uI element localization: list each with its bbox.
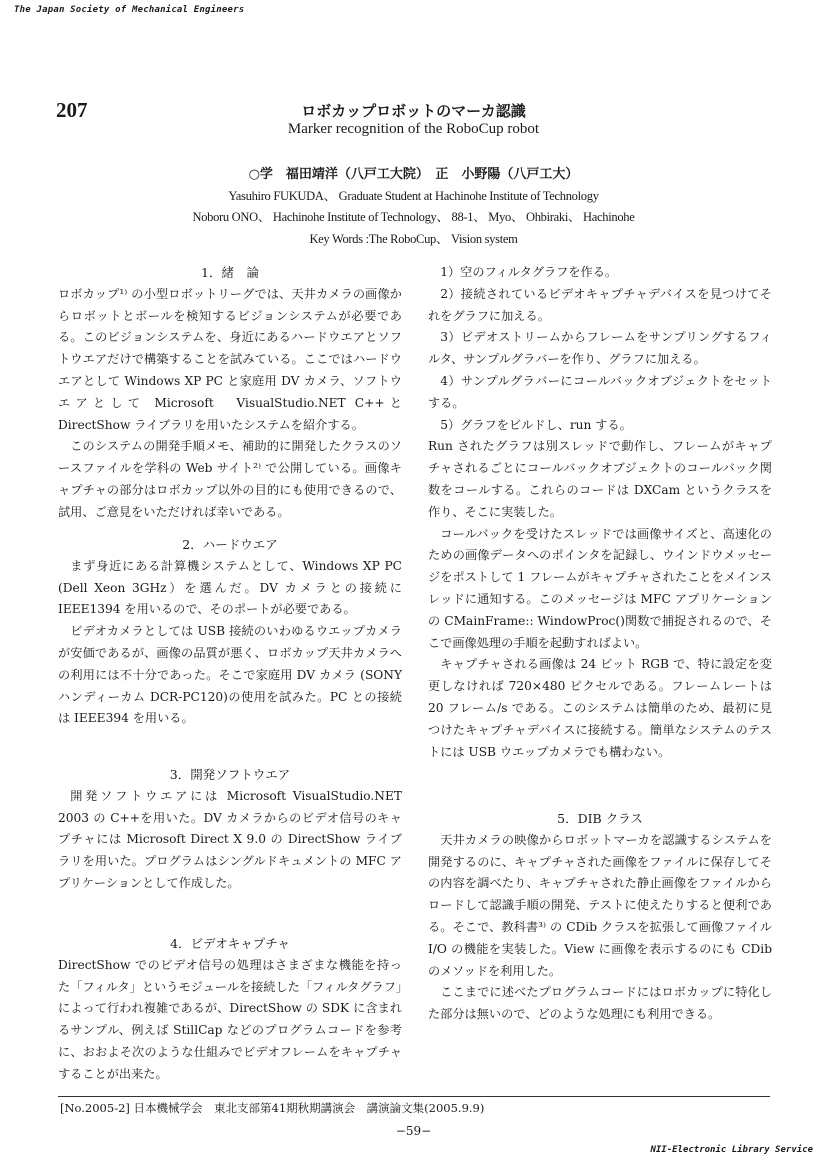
dib-paragraph-2: ここまでに述べたプログラムコードにはロボカップに特化した部分は無いので、どのような処理にも利用できる。: [428, 985, 772, 1022]
hardware-paragraph-2: ビデオカメラとしては USB 接続のいわゆるウエップカメラが安価であるが、画像の品質が悪く、ロボカップ天井カメラへの利用には不十分であった。そこで家庭用 DV カメラ (SONY ハンディーカム DCR-PC120)の使用を試みた。PC との接続は IEEE394 を用いる。: [58, 624, 402, 726]
left-column-part-3: [58, 764, 402, 895]
capture-step-1: 1）空のフィルタグラフを作る。: [440, 265, 618, 279]
paper-title-english: Marker recognition of the RoboCup robot: [287, 121, 540, 137]
capture-step-3: 3）ビデオストリームからフレームをサンプリングするフィルタ、サンプルグラバーを作り、グラフに加える。: [428, 330, 772, 367]
section-heading-dib-class: 5．DIB クラス: [557, 811, 643, 826]
callback-paragraph: コールバックを受けたスレッドでは画像サイズと、高速化のための画像データへのポインタを記録し、ウインドウメッセージをポストして 1 フレームがキャプチャされたことをメインスレッドに通知する。このメッセージは MFC アプリケーションの CMainFrame:: WindowProc()関数で捕捉されるので、そこで画像処理の手順を起動すればよい。: [428, 526, 772, 650]
run-graph-paragraph: Run されたグラフは別スレッドで動作し、フレームがキャプチャされるごとにコールバックオブジェクトのコールバック関数をコールする。これらのコードは DXCam というクラスを作り、そこに実装した。: [428, 439, 772, 519]
intro-paragraph-1: ロボカップ¹⁾ の小型ロボットリーグでは、天井カメラの画像からロボットとボールを検知するビジョンシステムが必要である。このビジョンシステムを、身近にあるハードウエアとソフトウエアだけで構築することを試みている。ここではハードウエアとして Windows XP PC と家庭用 DV カメラ、ソフトウエアとして Microsoft VisualStudio.NET C++と DirectShow ライブラリを用いたシステムを紹介する。: [58, 286, 402, 432]
software-paragraph-1: 開発ソフトウエアには Microsoft VisualStudio.NET 2003 の C++を用いた。DV カメラからのビデオ信号のキャプチャには Microsoft Direct X 9.0 の DirectShow ライブラリを用いた。プログラムはシングルドキュメントの MFC アプリケーションとして作成した。: [58, 788, 402, 890]
capture-step-2: 2）接続されているビデオキャプチャデバイスを見つけてそれをグラフに加える。: [428, 286, 772, 323]
paper-number: 207: [56, 98, 88, 122]
capture-steps-list: [428, 262, 772, 436]
hardware-paragraph-1: まず身近にある計算機システムとして、Windows XP PC (Dell Xeon 3GHz）を選んだ。DV カメラとの接続に IEEE1394 を用いるので、そのポートが必要である。: [58, 558, 402, 617]
paper-title-japanese: ロボカップロボットのマーカ認識: [301, 102, 526, 120]
library-banner-top: The Japan Society of Mechanical Engineers: [14, 5, 245, 15]
video-capture-paragraph-1: DirectShow でのビデオ信号の処理はさまざまな機能を持った「フィルタ」というモジュールを接続した「フィルタグラフ」によって行われ複雑であるが、DirectShow の SDK に含まれるサンプル、例えば StillCap などのプログラムコードを参考に、おおよそ次のような仕組みでビデオフレームをキャプチャすることが出来た。: [58, 957, 402, 1081]
section-heading-software: 3．開発ソフトウエア: [169, 767, 291, 782]
left-column-part-4: [58, 933, 402, 1086]
section-heading-video-capture: 4．ビデオキャプチャ: [170, 936, 290, 951]
left-column-part-2: [58, 534, 402, 730]
section-heading-introduction: 1．緒 論: [201, 265, 259, 280]
capture-step-5: 5）グラフをビルドし、run する。: [440, 417, 632, 432]
capture-step-4: 4）サンプルグラバーにコールバックオブジェクトをセットする。: [428, 373, 772, 410]
section-heading-hardware: 2．ハードウエア: [182, 537, 278, 552]
page-number: −59−: [395, 1124, 432, 1138]
author-affiliation-2: Noboru ONO、 Hachinohe Institute of Technology、 88-1、 Myo、 Ohbiraki、 Hachinohe: [192, 210, 635, 224]
author-line: ○学 福田靖洋（八戸工大院） 正 小野陽（八戸工大）: [248, 167, 579, 182]
footer-citation: [No.2005-2] 日本機械学会 東北支部第41期秋期講演会 講演論文集(2005.9.9): [60, 1101, 485, 1115]
right-column-part-2: [428, 808, 772, 1026]
left-column-part-1: [58, 262, 402, 524]
keywords-line: Key Words :The RoboCup、 Vision system: [309, 232, 518, 246]
author-affiliation-1: Yasuhiro FUKUDA、 Graduate Student at Hachinohe Institute of Technology: [228, 189, 599, 203]
footer-divider: [58, 1096, 770, 1097]
intro-paragraph-2: このシステムの開発手順メモ、補助的に開発したクラスのソースファイルを学科の Web サイト²⁾ で公開している。画像キャプチャの部分はロボカップ以外の目的にも使用できるので、試用、ご意見をいただければ幸いである。: [58, 439, 402, 519]
right-column-part-1: [428, 262, 772, 763]
dib-paragraph-1: 天井カメラの映像からロボットマーカを認識するシステムを開発するのに、キャプチャされた画像をファイルに保存してその内容を調べたり、キャプチャされた静止画像をファイルからロードして認識手順の開発、テストに使えたりすると便利である。そこで、教科書³⁾ の CDib クラスを拡張して画像ファイル I/O の機能を実装した。View に画像を表示するのにも CDib のメソッドを利用した。: [428, 832, 772, 978]
library-banner-bottom: NII-Electronic Library Service: [650, 1145, 813, 1155]
capture-format-paragraph: キャプチャされる画像は 24 ビット RGB で、特に設定を変更しなければ 720×480 ピクセルである。フレームレートは 20 フレーム/s である。このシステムは簡単のため、最初に見つけたキャプチャデバイスに接続する。簡単なシステムのテストには USB ウエップカメラでも構わない。: [428, 657, 772, 759]
